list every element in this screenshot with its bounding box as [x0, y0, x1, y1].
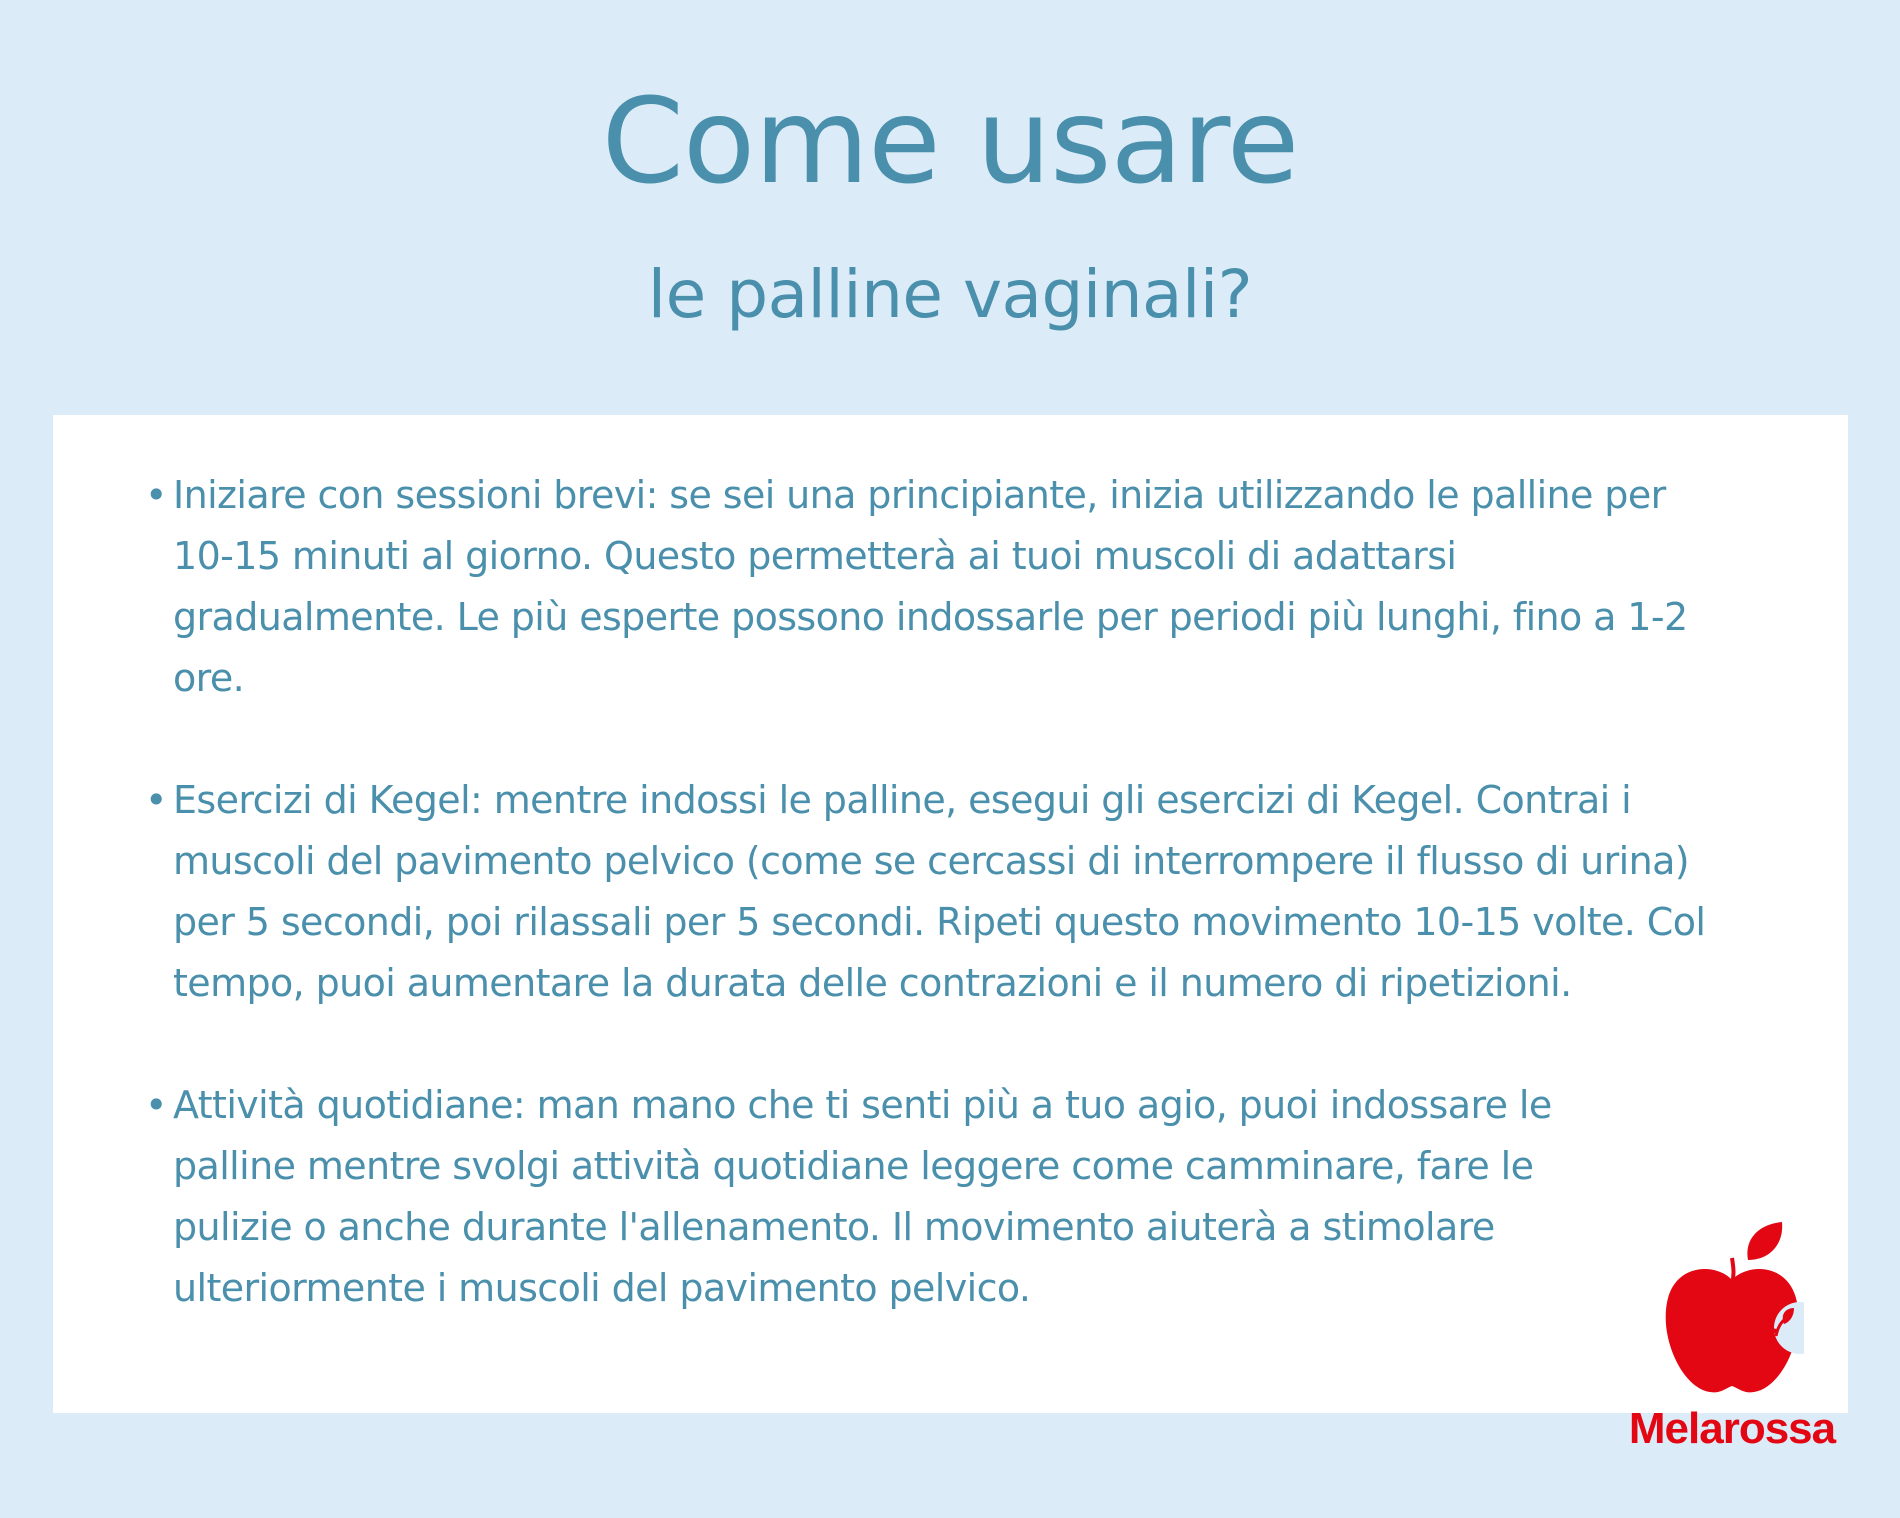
page-title: Come usare — [601, 72, 1299, 210]
tips-list — [145, 465, 1760, 1380]
bullet-icon: • — [145, 1083, 167, 1127]
tip-item-start-short — [145, 465, 1760, 709]
tip-text: Iniziare con sessioni brevi: se sei una principiante, inizia utilizzando le palline per 10-15 minuti al giorno. Questo permetterà ai tuoi muscoli di adattarsi gradualmente. Le più esperte possono indossarle per periodi più lunghi, fino a 1-2 ore. — [173, 473, 1688, 700]
apple-icon — [1660, 1218, 1804, 1398]
tip-item-kegel — [145, 770, 1760, 1014]
brand-logo — [1612, 1200, 1852, 1470]
page-subtitle: le palline vaginali? — [647, 256, 1253, 333]
bullet-icon: • — [145, 473, 167, 517]
tip-text: Attività quotidiane: man mano che ti senti più a tuo agio, puoi indossare le palline mentre svolgi attività quotidiane leggere come camminare, fare le pulizie o anche durante l'allenamento. Il movimento aiuterà a stimolare ulteriormente i muscoli del pavimento pelvico. — [173, 1083, 1552, 1310]
tip-text: Esercizi di Kegel: mentre indossi le palline, esegui gli esercizi di Kegel. Contrai i muscoli del pavimento pelvico (come se cercassi di interrompere il flusso di urina) per 5 secondi, poi rilassali per 5 secondi. Ripeti questo movimento 10-15 volte. Col tempo, puoi aumentare la durata delle contrazioni e il numero di ripetizioni. — [173, 778, 1706, 1005]
tip-item-daily-activities — [145, 1075, 1760, 1319]
brand-name: Melarossa — [1628, 1404, 1836, 1453]
bullet-icon: • — [145, 778, 167, 822]
